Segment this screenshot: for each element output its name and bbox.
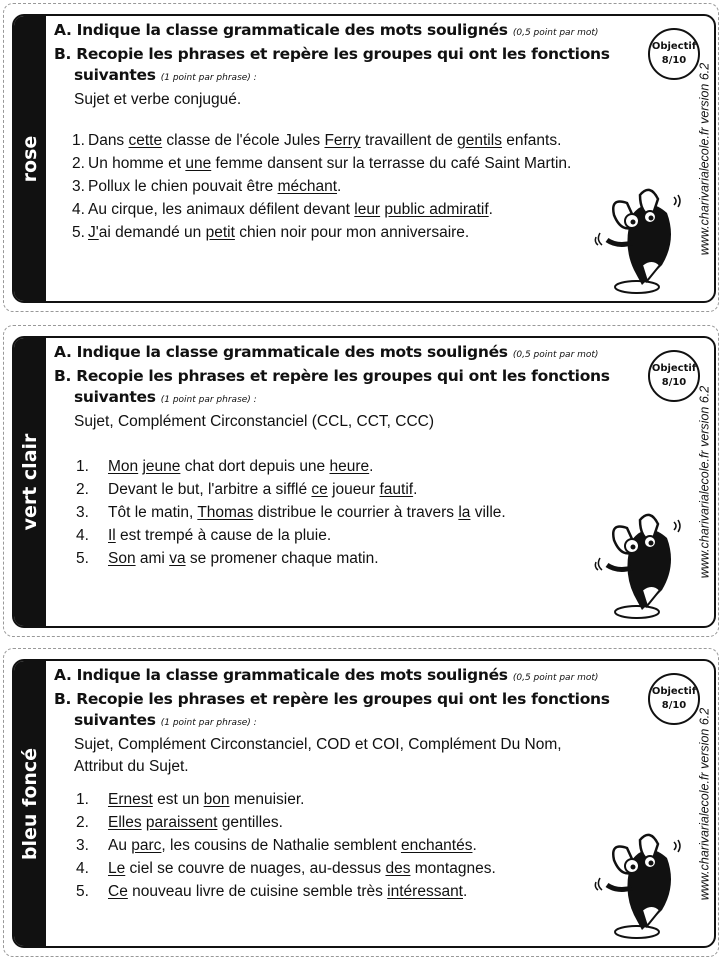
sentence-number: 1.: [76, 791, 89, 808]
sentence-item: [54, 524, 634, 547]
instruction-a: [54, 665, 634, 689]
objective-value: 8/10: [661, 55, 687, 66]
underlined-word: une: [185, 155, 212, 172]
instruction-a-text: A. Indique la classe grammaticale des mots soulignés: [54, 343, 508, 361]
underlined-word: paraissent: [145, 814, 218, 831]
sentence-number: 2.: [72, 155, 85, 172]
underlined-word: heure: [329, 458, 370, 475]
sentence-item: [54, 547, 634, 570]
sentence-text: gentilles.: [217, 814, 283, 831]
objective-badge: [648, 673, 700, 725]
underlined-word: jeune: [142, 458, 181, 475]
sentence-number: 4.: [72, 201, 85, 218]
underlined-word: la: [458, 504, 471, 521]
sentence-item: [54, 455, 634, 478]
underlined-word: J': [88, 224, 99, 241]
sentence-item: [54, 175, 634, 198]
objective-badge: [648, 28, 700, 80]
underlined-word: enchantés: [400, 837, 473, 854]
functions-list: Attribut du Sujet.: [74, 758, 189, 775]
sentence-item: [54, 501, 634, 524]
sentence-text: Dans: [88, 132, 129, 149]
objective-value: 8/10: [661, 377, 687, 388]
sentence-text: ciel se couvre de nuages, au-dessus: [125, 860, 386, 877]
sentence-text: joueur: [327, 481, 380, 498]
instruction-a-note: (0,5 point par mot): [512, 350, 599, 360]
cat-mascot-icon: [592, 185, 692, 295]
instruction-b-note: (1 point par phrase) :: [160, 395, 257, 405]
sentence-item: [54, 857, 634, 880]
sentence-text: .: [369, 458, 374, 475]
instruction-b: B. Recopie les phrases et repère les groupes qui ont les fonctions: [54, 367, 610, 385]
underlined-word: Ce: [108, 883, 128, 900]
underlined-word: Ferry: [324, 132, 361, 149]
objective-label: Objectif: [651, 41, 697, 52]
underlined-word: Mon: [108, 458, 139, 475]
underlined-word: leur: [354, 201, 381, 218]
underlined-word: petit: [205, 224, 235, 241]
sentence-text: .: [337, 178, 342, 195]
sentence-text: .: [413, 481, 418, 498]
underlined-word: méchant: [277, 178, 338, 195]
underlined-word: Ernest: [108, 791, 153, 808]
instruction-a: [54, 342, 634, 366]
underlined-word: bon: [203, 791, 230, 808]
sentence-item: [54, 811, 634, 834]
underlined-word: Il: [108, 527, 116, 544]
sentence-text: travaillent de: [360, 132, 458, 149]
level-band: [14, 338, 46, 626]
sentence-number: 4.: [76, 860, 89, 877]
sentence-item: [54, 788, 634, 811]
sentence-text: Au cirque, les animaux défilent devant: [88, 201, 355, 218]
sentence-text: distribue le courrier à travers: [253, 504, 459, 521]
sentence-list: [54, 455, 634, 570]
functions-list: Sujet et verbe conjugué.: [74, 91, 242, 108]
instruction-a-text: A. Indique la classe grammaticale des mots soulignés: [54, 21, 508, 39]
underlined-word: intéressant: [387, 883, 463, 900]
sentence-text: est trempé à cause de la pluie.: [115, 527, 332, 544]
sentence-text: menuisier.: [229, 791, 305, 808]
underlined-word: public admiratif: [384, 201, 489, 218]
instruction-b-cont: [54, 65, 634, 89]
instruction-a: [54, 20, 634, 44]
instruction-a-text: A. Indique la classe grammaticale des mots soulignés: [54, 666, 508, 684]
sentence-text: ai demandé un: [98, 224, 206, 241]
instruction-b-cont-text: suivantes: [74, 66, 156, 84]
sentence-text: Un homme et: [88, 155, 186, 172]
website-credit: www.charivarialecole.fr version 6.2: [697, 707, 711, 900]
underlined-word: Le: [108, 860, 126, 877]
instruction-b-cont-text: suivantes: [74, 711, 156, 729]
cat-mascot-icon: [592, 510, 692, 620]
sentence-number: 3.: [72, 178, 85, 195]
sentence-number: 1.: [76, 458, 89, 475]
instruction-b: B. Recopie les phrases et repère les groupes qui ont les fonctions: [54, 690, 610, 708]
cat-mascot-icon: [592, 830, 692, 940]
sentence-number: 2.: [76, 814, 89, 831]
sentence-text: .: [463, 883, 468, 900]
sentence-item: [54, 478, 634, 501]
instruction-b-note: (1 point par phrase) :: [160, 73, 257, 83]
sentence-number: 5.: [72, 224, 85, 241]
sentence-number: 3.: [76, 837, 89, 854]
functions-list: Sujet, Complément Circonstanciel (CCL, CCT, CCC): [74, 413, 435, 430]
instruction-a-note: (0,5 point par mot): [512, 673, 599, 683]
underlined-word: ce: [311, 481, 328, 498]
objective-value: 8/10: [661, 700, 687, 711]
sentence-number: 2.: [76, 481, 89, 498]
sentence-item: [54, 198, 634, 221]
website-credit: www.charivarialecole.fr version 6.2: [697, 385, 711, 579]
sentence-number: 5.: [76, 550, 89, 567]
underlined-word: Elles: [108, 814, 142, 831]
sentence-text: ville.: [470, 504, 506, 521]
underlined-word: Thomas: [197, 504, 254, 521]
sentence-number: 5.: [76, 883, 89, 900]
objective-label: Objectif: [651, 363, 697, 374]
sentence-item: [54, 129, 634, 152]
instruction-a-note: (0,5 point par mot): [512, 28, 599, 38]
underlined-word: gentils: [457, 132, 502, 149]
level-label: bleu foncé: [19, 747, 41, 860]
sentence-text: chien noir pour mon anniversaire.: [234, 224, 470, 241]
underlined-word: des: [385, 860, 411, 877]
level-label: rose: [19, 135, 41, 182]
sentence-text: .: [472, 837, 477, 854]
sentence-text: .: [488, 201, 493, 218]
instruction-b-cont-text: suivantes: [74, 388, 156, 406]
sentence-text: se promener chaque matin.: [185, 550, 379, 567]
underlined-word: va: [169, 550, 186, 567]
underlined-word: Son: [108, 550, 136, 567]
sentence-text: ami: [135, 550, 170, 567]
sentence-text: Devant le but, l'arbitre a sifflé: [108, 481, 312, 498]
objective-badge: [648, 350, 700, 402]
instruction-b-note: (1 point par phrase) :: [160, 718, 257, 728]
instruction-b: B. Recopie les phrases et repère les groupes qui ont les fonctions: [54, 45, 610, 63]
exercise-card-vert-clair: [3, 325, 719, 637]
sentence-text: Tôt le matin,: [108, 504, 198, 521]
level-label: vert clair: [19, 433, 41, 531]
exercise-card-rose: [3, 3, 719, 312]
sentence-number: 4.: [76, 527, 89, 544]
sentence-list: [54, 129, 634, 244]
instruction-b-cont: [54, 710, 634, 734]
functions-list: Sujet, Complément Circonstanciel, COD et COI, Complément Du Nom,: [74, 736, 562, 753]
sentence-text: Pollux le chien pouvait être: [88, 178, 278, 195]
sentence-text: enfants.: [501, 132, 562, 149]
sentence-item: [54, 152, 634, 175]
sentence-number: 1.: [72, 132, 85, 149]
sentence-text: chat dort depuis une: [180, 458, 330, 475]
sentence-item: [54, 834, 634, 857]
sentence-list: [54, 788, 634, 903]
underlined-word: fautif: [379, 481, 414, 498]
exercise-card-bleu-foncé: [3, 648, 719, 957]
sentence-text: , les cousins de Nathalie semblent: [161, 837, 401, 854]
sentence-text: femme dansent sur la terrasse du café Saint Martin.: [211, 155, 572, 172]
sentence-text: classe de l'école Jules: [162, 132, 325, 149]
sentence-text: montagnes.: [410, 860, 496, 877]
sentence-item: [54, 880, 634, 903]
underlined-word: parc: [131, 837, 162, 854]
sentence-text: nouveau livre de cuisine semble très: [127, 883, 388, 900]
sentence-text: est un: [152, 791, 204, 808]
underlined-word: cette: [128, 132, 163, 149]
level-band: [14, 661, 46, 946]
sentence-number: 3.: [76, 504, 89, 521]
sentence-text: Au: [108, 837, 132, 854]
objective-label: Objectif: [651, 686, 697, 697]
sentence-item: [54, 221, 634, 244]
level-band: [14, 16, 46, 301]
website-credit: www.charivarialecole.fr version 6.2: [697, 62, 711, 255]
instruction-b-cont: [54, 387, 634, 411]
